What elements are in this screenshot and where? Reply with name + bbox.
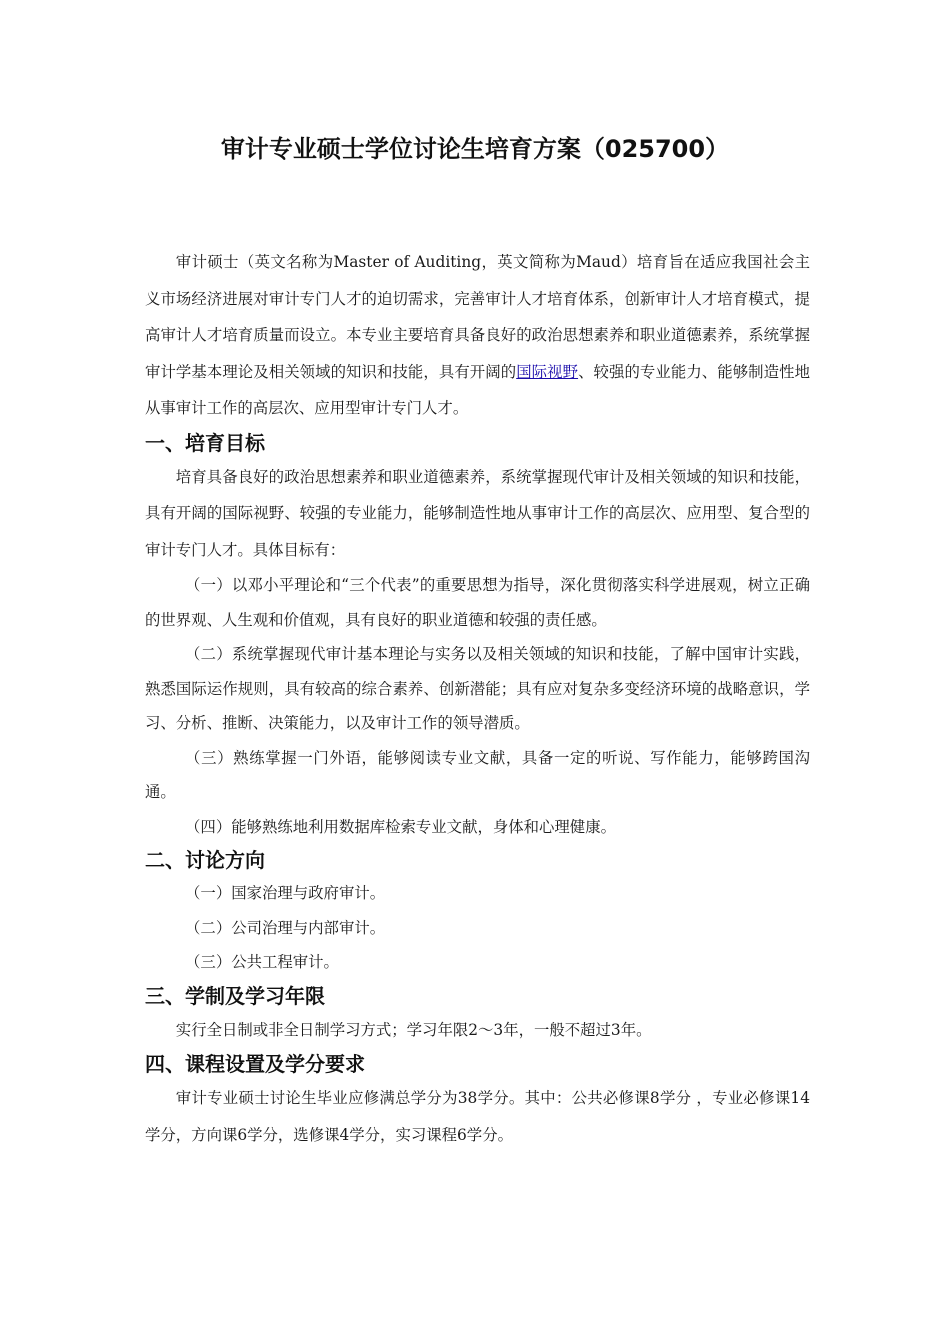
section-paragraph-study-duration: 实行全日制或非全日制学习方式；学习年限2～3年，一般不超过3年。 xyxy=(175,1020,652,1039)
goal-item: （四）能够熟练地利用数据库检索专业文献，身体和心理健康。 xyxy=(185,817,616,836)
goal-item: （三）熟练掌握一门外语，能够阅读专业文献，具备一定的听说、写作能力，能够跨国沟通。 xyxy=(145,748,810,801)
section-paragraph-courses-credits: 审计专业硕士讨论生毕业应修满总学分为38学分。其中：公共必修课8学分 ，专业必修课14学分，方向课6学分，选修课4学分，实习课程6学分。 xyxy=(145,1089,810,1144)
direction-item: （一）国家治理与政府审计。 xyxy=(185,884,386,902)
intro-text-after-link: 、较强的专业能力、能够制造性地从事审计工作的高层次、应用型审计专门人才。 xyxy=(145,362,810,417)
document-body xyxy=(145,244,810,1153)
section-heading-courses-credits: 四、课程设置及学分要求 xyxy=(145,1052,365,1076)
section-heading-study-duration: 三、学制及学习年限 xyxy=(145,983,325,1008)
international-vision-link[interactable]: 国际视野 xyxy=(516,362,579,381)
goal-item: （二）系统掌握现代审计基本理论与实务以及相关领域的知识和技能，了解中国审计实践，熟悉国际运作规则，具有较高的综合素养、创新潜能；具有应对复杂多变经济环境的战略意识，学习、分析、推断、决策能力，以及审计工作的领导潜质。 xyxy=(145,645,810,732)
section-heading-research-directions: 二、讨论方向 xyxy=(145,848,265,872)
goal-item: （一）以邓小平理论和“三个代表”的重要思想为指导，深化贯彻落实科学进展观，树立正确的世界观、人生观和价值观，具有良好的职业道德和较强的责任感。 xyxy=(145,576,810,629)
direction-item: （三）公共工程审计。 xyxy=(185,953,339,971)
direction-item: （二）公司治理与内部审计。 xyxy=(185,918,386,937)
intro-paragraph xyxy=(145,244,810,427)
intro-text-before-link: 审计硕士（英文名称为Master of Auditing，英文简称为Maud）培育旨在适应我国社会主义市场经济进展对审计专门人才的迫切需求，完善审计人才培育体系，创新审计人才培育模式，提高审计人才培育质量而设立。本专业主要培育具备良好的政治思想素养和职业道德素养，系统掌握审计学基本理论及相关领域的知识和技能，具有开阔的 xyxy=(145,253,810,381)
document-title: 审计专业硕士学位讨论生培育方案（025700） xyxy=(220,135,730,163)
section-heading-training-goals: 一、培育目标 xyxy=(145,430,265,455)
section-paragraph-training-goals: 培育具备良好的政治思想素养和职业道德素养，系统掌握现代审计及相关领域的知识和技能，具有开阔的国际视野、较强的专业能力，能够制造性地从事审计工作的高层次、应用型、复合型的审计专门人才。具体目标有： xyxy=(145,467,810,559)
